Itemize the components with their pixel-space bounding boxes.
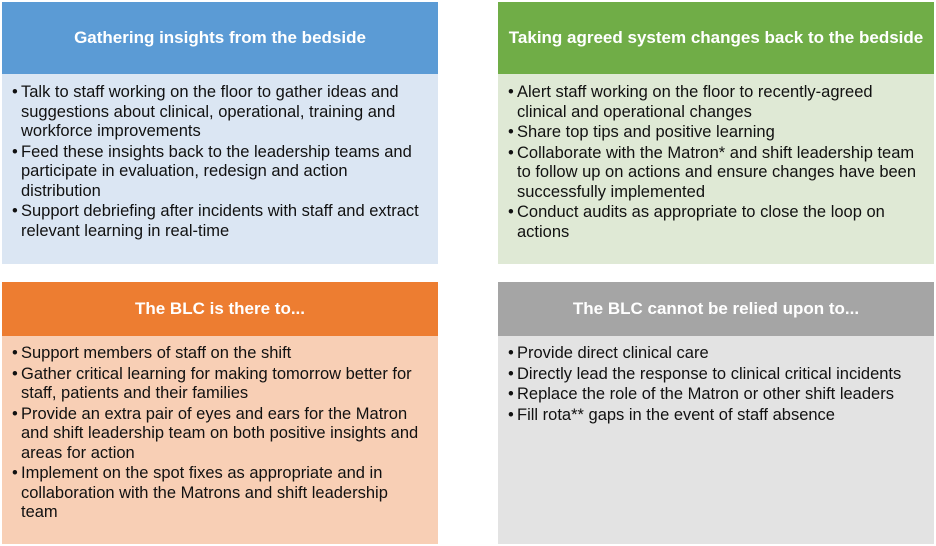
panel-blc-there-to bbox=[2, 282, 438, 544]
panel-taking-changes-back-list bbox=[508, 83, 924, 242]
panel-gathering-insights-body bbox=[2, 74, 438, 264]
list-item: • Implement on the spot fixes as appropriate and in collaboration with the Matrons and shift leadership team bbox=[12, 464, 428, 523]
panel-blc-cannot-title: The BLC cannot be relied upon to... bbox=[498, 282, 934, 336]
list-item: • Provide an extra pair of eyes and ears for the Matron and shift leadership team on both positive insights and areas for action bbox=[12, 405, 428, 464]
panel-blc-cannot-list bbox=[508, 344, 924, 425]
panel-blc-cannot bbox=[498, 282, 934, 544]
list-item: • Conduct audits as appropriate to close the loop on actions bbox=[508, 203, 924, 242]
list-item: • Collaborate with the Matron* and shift leadership team to follow up on actions and ensure changes have been successfully implemented bbox=[508, 144, 924, 203]
panel-gathering-insights-title: Gathering insights from the bedside bbox=[2, 2, 438, 74]
list-item: • Fill rota** gaps in the event of staff absence bbox=[508, 406, 924, 426]
panel-gathering-insights-list bbox=[12, 83, 428, 241]
list-item: • Support debriefing after incidents with staff and extract relevant learning in real-time bbox=[12, 202, 428, 241]
list-item: • Share top tips and positive learning bbox=[508, 123, 924, 143]
panel-blc-there-to-body bbox=[2, 336, 438, 544]
panel-taking-changes-back-body bbox=[498, 74, 934, 264]
panel-blc-there-to-list bbox=[12, 344, 428, 523]
list-item: • Replace the role of the Matron or other shift leaders bbox=[508, 385, 924, 405]
list-item: • Provide direct clinical care bbox=[508, 344, 924, 364]
list-item: • Alert staff working on the floor to recently-agreed clinical and operational changes bbox=[508, 83, 924, 122]
list-item: • Feed these insights back to the leadership teams and participate in evaluation, redesign and action distribution bbox=[12, 143, 428, 202]
panel-blc-there-to-title: The BLC is there to... bbox=[2, 282, 438, 336]
panel-gathering-insights bbox=[2, 2, 438, 264]
list-item: • Gather critical learning for making tomorrow better for staff, patients and their families bbox=[12, 365, 428, 404]
list-item: • Talk to staff working on the floor to gather ideas and suggestions about clinical, operational, training and workforce improvements bbox=[12, 83, 428, 142]
panel-taking-changes-back bbox=[498, 2, 934, 264]
panel-blc-cannot-body bbox=[498, 336, 934, 544]
list-item: • Directly lead the response to clinical critical incidents bbox=[508, 365, 924, 385]
panel-taking-changes-back-title: Taking agreed system changes back to the bedside bbox=[498, 2, 934, 74]
list-item: • Support members of staff on the shift bbox=[12, 344, 428, 364]
